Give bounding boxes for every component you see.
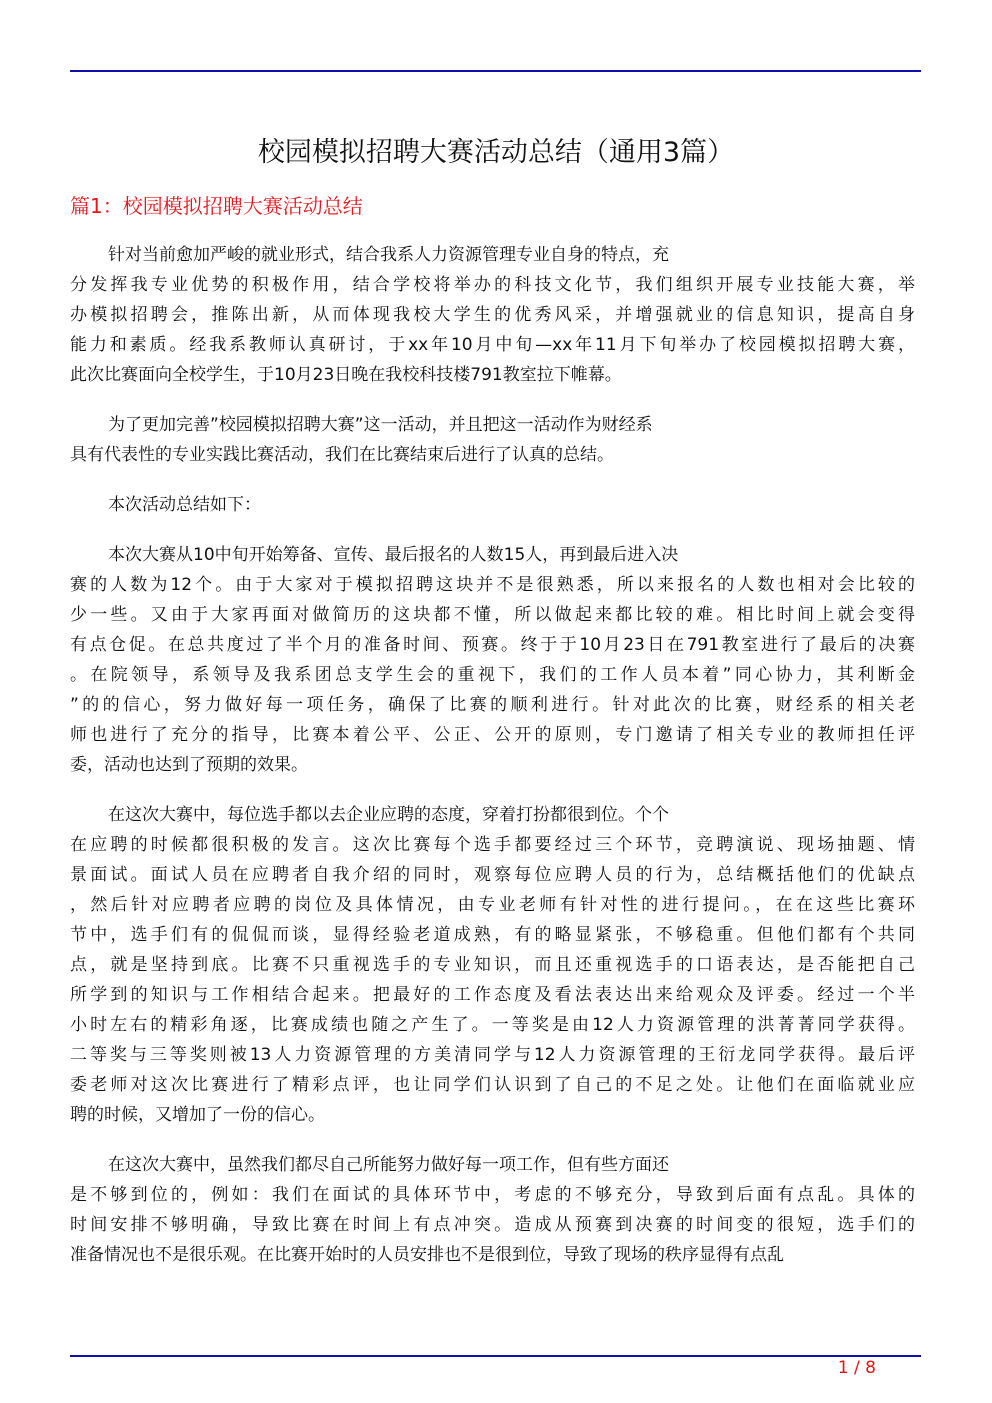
paragraph-line: 赛的人数为12个。由于大家对于模拟招聘这块并不是很熟悉，所以来报名的人数也相对会比较的 xyxy=(70,575,915,595)
paragraph-line: 聘的时候，又增加了一份的信心。 xyxy=(70,1105,325,1125)
paragraph-line: 分发挥我专业优势的积极作用，结合学校将举办的科技文化节，我们组织开展专业技能大赛，举 xyxy=(70,275,915,295)
paragraph-line: 此次比赛面向全校学生，于10月23日晚在我校科技楼791教室拉下帷幕。 xyxy=(70,365,622,385)
paragraph-line: 时间安排不够明确，导致比赛在时间上有点冲突。造成从预赛到决赛的时间变的很短，选手们的 xyxy=(70,1215,915,1235)
paragraph-line: 所学到的知识与工作相结合起来。把最好的工作态度及看法表达出来给观众及评委。经过一个半 xyxy=(70,985,915,1005)
paragraph-line: 在应聘的时候都很积极的发言。这次比赛每个选手都要经过三个环节，竞聘演说、现场抽题、情 xyxy=(70,835,915,855)
paragraph xyxy=(70,490,915,520)
paragraph xyxy=(70,240,915,390)
paragraph-line: 在这次大赛中，每位选手都以去企业应聘的态度，穿着打扮都很到位。个个 xyxy=(108,805,669,825)
document-title: 校园模拟招聘大赛活动总结（通用3篇） xyxy=(257,137,735,168)
paragraph-line: 景面试。面试人员在应聘者自我介绍的同时，观察每位应聘人员的行为，总结概括他们的优缺点 xyxy=(70,865,915,885)
paragraph-line: ，然后针对应聘者应聘的岗位及具体情况，由专业老师有针对性的进行提问。，在在这些比赛环 xyxy=(70,895,915,915)
paragraph-line: 办模拟招聘会，推陈出新，从而体现我校大学生的优秀风采，并增强就业的信息知识，提高自身 xyxy=(70,305,915,325)
page-number: 1 / 8 xyxy=(837,1358,876,1378)
paragraph-line: 具有代表性的专业实践比赛活动，我们在比赛结束后进行了认真的总结。 xyxy=(70,445,614,465)
paragraph-line: 少一些。又由于大家再面对做简历的这块都不懂，所以做起来都比较的难。相比时间上就会变得 xyxy=(70,605,915,625)
paragraph-line: 点，就是坚持到底。比赛不只重视选手的专业知识，而且还重视选手的口语表达，是否能把自己 xyxy=(70,955,915,975)
footer-rule xyxy=(70,1355,921,1357)
paragraph-line: ”的的信心，努力做好每一项任务，确保了比赛的顺利进行。针对此次的比赛，财经系的相关老 xyxy=(70,695,915,715)
paragraph xyxy=(70,800,915,1130)
document-body xyxy=(70,240,915,1290)
paragraph-line: 准备情况也不是很乐观。在比赛开始时的人员安排也不是很到位，导致了现场的秩序显得有点乱 xyxy=(70,1245,784,1265)
paragraph-line: 二等奖与三等奖则被13人力资源管理的方美清同学与12人力资源管理的王衍龙同学获得。最后评 xyxy=(70,1045,915,1065)
paragraph-line: 。在院领导，系领导及我系团总支学生会的重视下，我们的工作人员本着”同心协力，其利断金 xyxy=(70,665,915,685)
header-rule xyxy=(70,70,921,72)
paragraph-line: 能力和素质。经我系教师认真研讨，于xx年10月中旬—xx年11月下旬举办了校园模拟招聘大赛， xyxy=(70,335,915,355)
paragraph-line: 本次大赛从10中旬开始筹备、宣传、最后报名的人数15人，再到最后进入决 xyxy=(108,545,679,565)
paragraph-line: 在这次大赛中，虽然我们都尽自己所能努力做好每一项工作，但有些方面还 xyxy=(108,1155,669,1175)
paragraph-line: 是不够到位的，例如：我们在面试的具体环节中，考虑的不够充分，导致到后面有点乱。具体的 xyxy=(70,1185,915,1205)
paragraph-line: 委老师对这次比赛进行了精彩点评，也让同学们认识到了自己的不足之处。让他们在面临就业应 xyxy=(70,1075,915,1095)
paragraph-line: 有点仓促。在总共度过了半个月的准备时间、预赛。终于于10月23日在791教室进行了最后的决赛 xyxy=(70,635,915,655)
paragraph-line: 针对当前愈加严峻的就业形式，结合我系人力资源管理专业自身的特点，充 xyxy=(108,245,669,265)
paragraph-line: 本次活动总结如下： xyxy=(108,495,261,515)
paragraph-line: 小时左右的精彩角逐，比赛成绩也随之产生了。一等奖是由12人力资源管理的洪菁菁同学获得。 xyxy=(70,1015,915,1035)
section-heading: 篇1：校园模拟招聘大赛活动总结 xyxy=(70,194,363,218)
paragraph-line: 节中，选手们有的侃侃而谈，显得经验老道成熟，有的略显紧张，不够稳重。但他们都有个共同 xyxy=(70,925,915,945)
paragraph-line: 师也进行了充分的指导，比赛本着公平、公正、公开的原则，专门邀请了相关专业的教师担任评 xyxy=(70,725,915,745)
paragraph-line: 委，活动也达到了预期的效果。 xyxy=(70,755,308,775)
paragraph xyxy=(70,1150,915,1270)
paragraph xyxy=(70,540,915,780)
paragraph xyxy=(70,410,915,470)
paragraph-line: 为了更加完善”校园模拟招聘大赛”这一活动，并且把这一活动作为财经系 xyxy=(108,415,653,435)
